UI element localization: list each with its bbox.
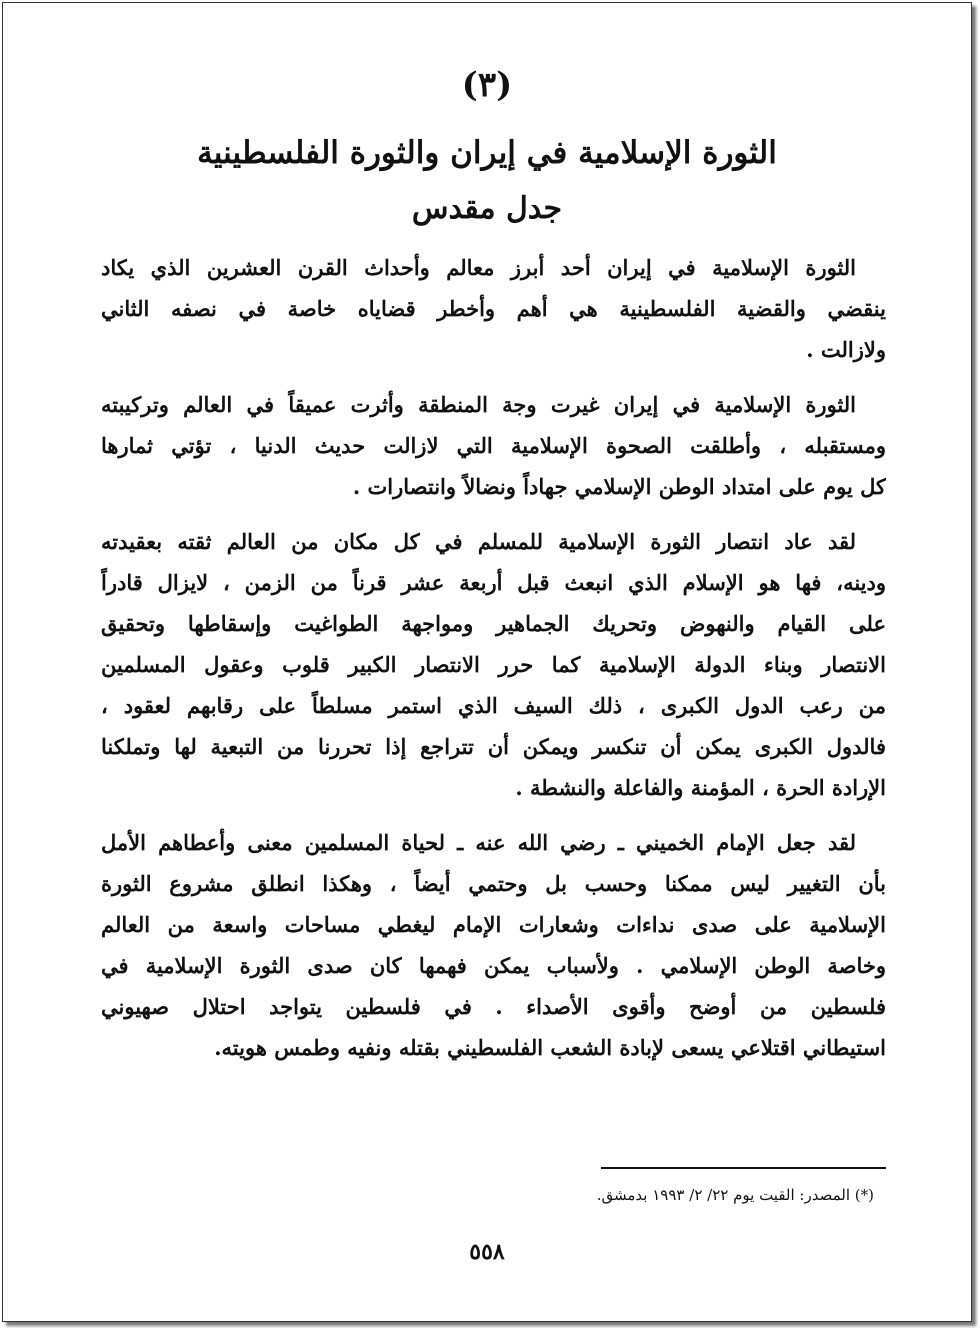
text-line: كل يوم على امتداد الوطن الإسلامي جهاداً ونضالاً وانتصارات . — [352, 474, 886, 499]
text-line: ينقضي والقضية الفلسطينية هي أهم وأخطر قضاياه خاصة في نصفه الثاني — [101, 296, 886, 321]
page-title: الثورة الإسلامية في إيران والثورة الفلسطينية — [197, 135, 777, 171]
text-line: الثورة الإسلامية في إيران غيرت وجة المنطقة وأثرت عميقاً في العالم وتركيبته — [101, 392, 856, 417]
text-line: الإسلامية على صدى نداءات وشعارات الإمام ليغطي مساحات واسعة من العالم — [101, 912, 886, 937]
paragraph — [101, 384, 886, 507]
text-line: فالدول الكبرى يمكن أن تنكسر ويمكن أن تتراجع إذا تحررنا من التبعية لها وتملكنا — [101, 734, 886, 759]
text-line: استيطاني اقتلاعي يسعى لإبادة الشعب الفلسطيني بقتله ونفيه وطمس هويته. — [214, 1035, 886, 1060]
page-subtitle: جدل مقدس — [411, 191, 563, 226]
text-line: الإرادة الحرة ، المؤمنة والفاعلة والنشطة . — [515, 775, 886, 800]
text-line: من رعب الدول الكبرى ، ذلك السيف الذي استمر مسلطاً على رقابهم لعقود ، — [101, 693, 886, 718]
text-line: فلسطين من أوضح وأقوى الأصداء . في فلسطين يتواجد احتلال صهيوني — [101, 994, 886, 1019]
chapter-number: (٣) — [461, 65, 513, 105]
text-line: ودينه، فها هو الإسلام الذي انبعث قبل أربعة عشر قرناً من الزمن ، لايزال قادراً — [101, 570, 886, 595]
text-line: ولازالت . — [806, 337, 886, 362]
paragraph — [101, 247, 886, 370]
text-line: لقد جعل الإمام الخميني ـ رضي الله عنه ـ لحياة المسلمين معنى وأعطاهم الأمل — [101, 830, 856, 855]
footnote-divider — [601, 1167, 886, 1169]
body-text — [101, 247, 886, 1082]
text-line: وخاصة الوطن الإسلامي . ولأسباب يمكن فهمها كان صدى الثورة الإسلامية في — [101, 953, 886, 978]
paragraph — [101, 521, 886, 808]
footnote: (*) المصدر: القيت يوم ٢٢/ ٢/ ١٩٩٣ بدمشق. — [596, 1186, 874, 1204]
text-line: بأن التغيير ليس ممكنا وحسب بل وحتمي أيضاً ، وهكذا انطلق مشروع الثورة — [101, 871, 886, 896]
text-line: الانتصار وبناء الدولة الإسلامية كما حرر الانتصار الكبير قلوب وعقول المسلمين — [101, 652, 886, 677]
book-page — [2, 2, 972, 1322]
text-line: لقد عاد انتصار الثورة الإسلامية للمسلم في كل مكان من العالم ثقته بعقيدته — [101, 529, 856, 554]
paragraph — [101, 822, 886, 1068]
text-line: ومستقبله ، وأطلقت الصحوة الإسلامية التي لازالت حديث الدنيا ، تؤتي ثمارها — [101, 433, 886, 458]
text-line: على القيام والنهوض وتحريك الجماهير ومواجهة الطواغيت وإسقاطها وتحقيق — [101, 611, 886, 636]
text-line: الثورة الإسلامية في إيران أحد أبرز معالم وأحداث القرن العشرين الذي يكاد — [101, 255, 856, 280]
page-number: ٥٥٨ — [469, 1239, 505, 1265]
